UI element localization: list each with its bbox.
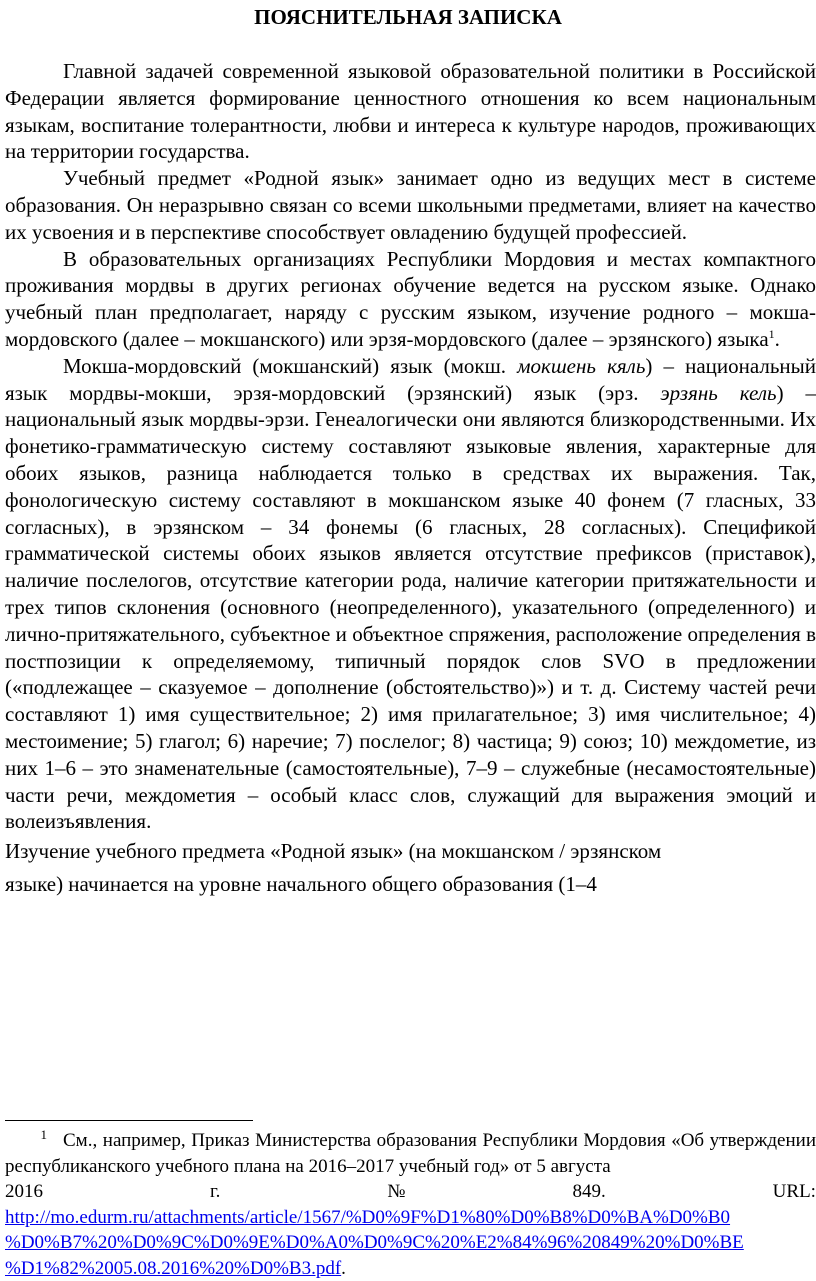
- footnote-reference[interactable]: 1: [769, 327, 775, 341]
- document-body: [5, 58, 816, 901]
- paragraph-3-end: .: [775, 327, 780, 351]
- footnote-g: г.: [210, 1179, 220, 1205]
- erzya-term: эрзянь кель: [660, 381, 776, 405]
- paragraph-4: [5, 353, 816, 835]
- page-title: ПОЯСНИТЕЛЬНАЯ ЗАПИСКА: [0, 4, 816, 30]
- footnote-link-line-3[interactable]: %D1%82%2005.08.2016%20%D0%B3.pdf: [5, 1258, 341, 1279]
- footnote-date-line: [5, 1179, 816, 1205]
- paragraph-5-line-1: Изучение учебного предмета «Родной язык» (на мокшанском / эрзянском: [5, 839, 661, 863]
- footnote-url-label: URL:: [773, 1179, 816, 1205]
- footnote-link-end: .: [341, 1258, 346, 1279]
- footnote-link-line-1[interactable]: http://mo.edurm.ru/attachments/article/1567/%D0%9F%D1%80%D0%B8%D0%BA%D0%B0: [5, 1207, 730, 1228]
- paragraph-4-part-b: ) – национальный язык мордвы-мокши, эрзя-мордовский (эрзянский) язык (эрз.: [5, 354, 816, 405]
- footnote-link-line-2[interactable]: %D0%B7%20%D0%9C%D0%9E%D0%A0%D0%9C%20%E2%84%96%20849%20%D0%BE: [5, 1232, 744, 1253]
- paragraph-2: Учебный предмет «Родной язык» занимает одно из ведущих мест в системе образования. Он неразрывно связан со всеми школьными предметами, влияет на качество их усвоения и в перспективе способствует овладению будущей профессией.: [5, 165, 816, 245]
- footnote-link-block: [5, 1205, 816, 1281]
- paragraph-4-part-a: Мокша-мордовский (мокшанский) язык (мокш.: [63, 354, 517, 378]
- paragraph-5-line-2: языке) начинается на уровне начального общего образования (1–4: [5, 872, 597, 896]
- footnote-text-block: 1 См., например, Приказ Министерства образования Республики Мордовия «Об утверждении республиканского учебного плана на 2016–2017 учебный год» от 5 августа: [5, 1128, 816, 1179]
- paragraph-3-text: В образовательных организациях Республики Мордовия и местах компактного проживания мордвы в других регионах обучение ведется на русском языке. Однако учебный план предполагает, наряду с русским языком, изучение родного – мокша-мордовского (далее – мокшанского) или эрзя-мордовского (далее – эрзянского) языка: [5, 247, 816, 351]
- footnote-number-sign: №: [387, 1179, 405, 1205]
- paragraph-4-part-c: ) – национальный язык мордвы-эрзи. Генеалогически они являются близкородственными. Их фонетико-грамматическую систему составляют языковые явления, характерные для обоих языков, разница наблюдается только в средствах их выражения. Так, фонологическую систему составляют в мокшанском языке 40 фонем (7 гласных, 33 согласных), в эрзянском – 34 фонемы (6 гласных, 28 согласных). Спецификой грамматической системы обоих языков является отсутствие префиксов (приставок), наличие послелогов, отсутствие категории рода, наличие категории притяжательности и трех типов склонения (основного (неопределенного), указательного (определенного) и лично-притяжательного, субъектное и объектное спряжения, расположение определения в постпозиции к определяемому, типичный порядок слов SVO в предложении («подлежащее – сказуемое – дополнение (обстоятельство)») и т. д. Систему частей речи составляют 1) имя существительное; 2) имя прилагательное; 3) имя числительное; 4) местоимение; 5) глагол; 6) наречие; 7) послелог; 8) частица; 9) союз; 10) междометие, из них 1–6 – это знаменательные (самостоятельные), 7–9 – служебные (несамостоятельные) части речи, междометия – особый класс слов, служащий для выражения эмоций и волеизъявления.: [5, 381, 816, 834]
- footnote-number: 849.: [572, 1179, 605, 1205]
- paragraph-1: Главной задачей современной языковой образовательной политики в Российской Федерации является формирование ценностного отношения ко всем национальным языкам, воспитание толерантности, любви и интереса к культуре народов, проживающих на территории государства.: [5, 58, 816, 165]
- paragraph-5: [5, 835, 816, 901]
- footnote: [5, 1128, 816, 1281]
- moksha-term: мокшень кяль: [517, 354, 645, 378]
- footnote-year: 2016: [5, 1179, 43, 1205]
- paragraph-3: [5, 246, 816, 353]
- footnote-text: См., например, Приказ Министерства образования Республики Мордовия «Об утверждении республиканского учебного плана на 2016–2017 учебный год» от 5 августа: [5, 1130, 816, 1177]
- footnote-separator: [5, 1120, 253, 1121]
